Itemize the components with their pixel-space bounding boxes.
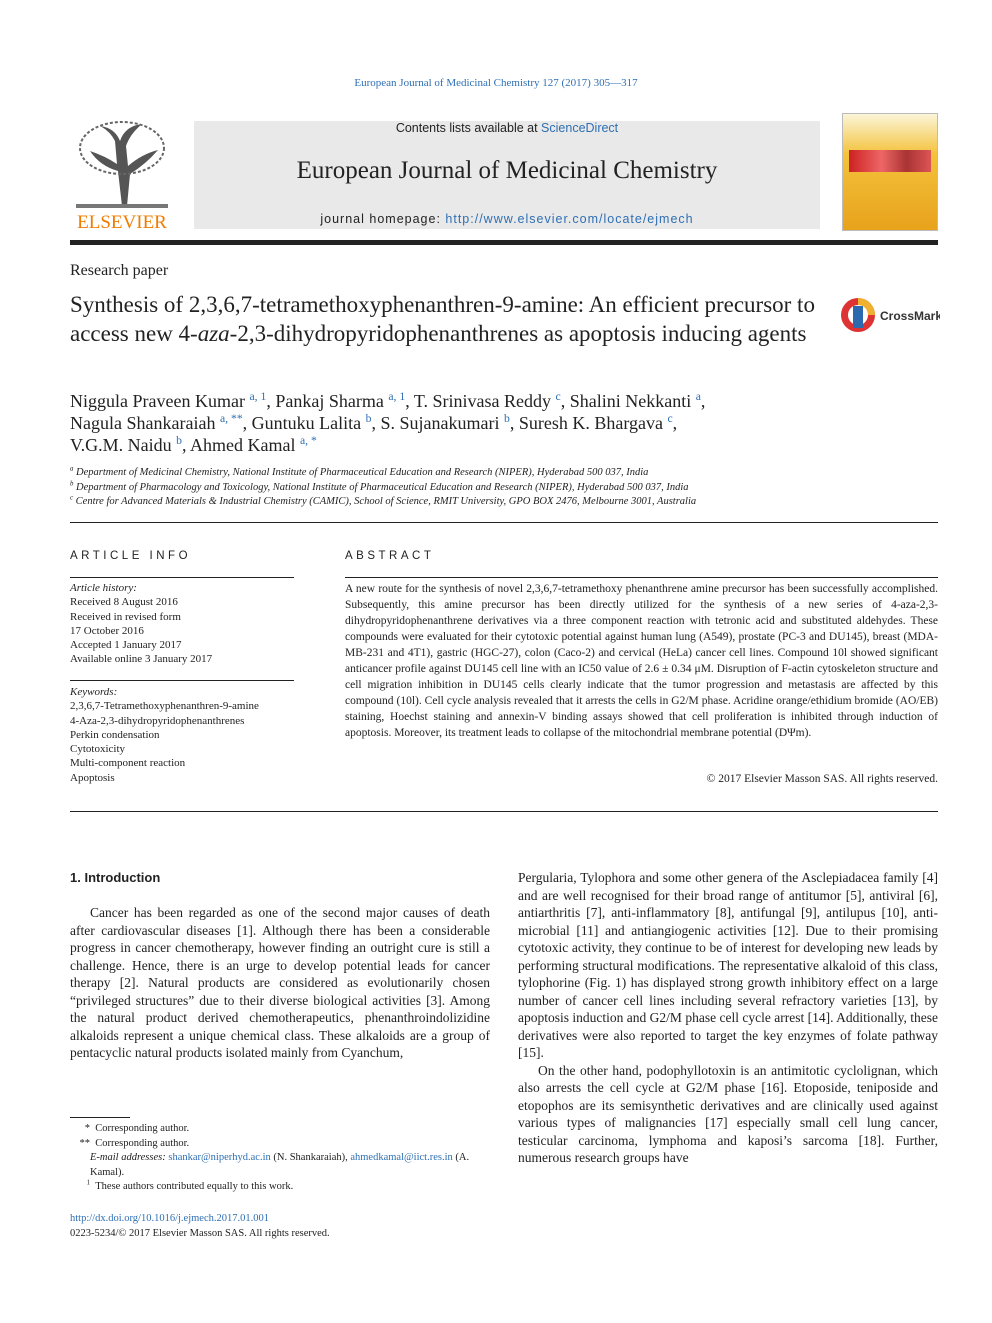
intro-paragraph-3: On the other hand, podophyllotoxin is an antimitotic cyclolignan, which also arrests the cell cycle at G2/M phase [16]. Etoposide, teniposide and etopophos are its semisynthetic derivatives and are clinically used against various types of malignancies [17] especially small cell lung cancer, testicular carcinoma, lymphoma and kaposi’s sarcoma [18]. Further, numerous research groups have	[518, 1062, 938, 1165]
footnote-corresponding-1: * Corresponding author.	[84, 1123, 190, 1134]
svg-text:CrossMark: CrossMark	[880, 309, 940, 323]
history-label: Article history:	[70, 582, 137, 594]
footnote-rule	[70, 1117, 130, 1118]
author-name[interactable]: V.G.M. Naidu	[70, 435, 172, 455]
author-name[interactable]: S. Sujanakumari	[380, 413, 500, 433]
email1-name: (N. Shankaraiah),	[273, 1152, 348, 1163]
abstract-heading: ABSTRACT	[345, 550, 435, 562]
affiliation	[70, 482, 930, 493]
journal-cover-image[interactable]	[842, 113, 938, 231]
title-italic: aza	[197, 321, 230, 346]
journal-citation[interactable]: European Journal of Medicinal Chemistry 127 (2017) 305—317	[354, 77, 638, 89]
contents-prefix: Contents lists available at	[395, 121, 542, 135]
author-separator: ,	[242, 413, 252, 433]
sciencedirect-link[interactable]: ScienceDirect	[541, 121, 619, 135]
affiliation-divider	[70, 522, 938, 523]
corr2-text: Corresponding author.	[95, 1137, 190, 1149]
author-affiliation-mark[interactable]: b	[504, 412, 510, 425]
author-separator: ,	[182, 435, 191, 455]
affiliation	[70, 467, 930, 478]
author-name[interactable]: Pankaj Sharma	[275, 391, 384, 411]
author-separator: ,	[672, 413, 678, 433]
history-entry: Available online 3 January 2017	[70, 653, 213, 666]
corr1-text: Corresponding author.	[95, 1123, 190, 1134]
author-separator: ,	[405, 391, 414, 411]
footnote-emails	[70, 1151, 500, 1180]
footnotes	[70, 1122, 500, 1195]
author-affiliation-mark[interactable]: b	[176, 434, 183, 447]
keyword: Perkin condensation	[70, 728, 160, 741]
author-name[interactable]: Ahmed Kamal	[190, 435, 296, 455]
author-name[interactable]: Nagula Shankaraiah	[70, 413, 216, 433]
intro-column-right	[518, 869, 938, 1167]
abstract-bottom-divider	[70, 811, 938, 812]
affiliation-mark: b	[70, 480, 74, 488]
keywords-label: Keywords:	[70, 686, 118, 698]
intro-paragraph-1: Cancer has been regarded as one of the second major causes of death after cardiovascular diseases [1]. Although there has been a considerable progress in cancer chemotherapy, however finding an outright cure is still a challenge. Hence, there is an urge to develop potential leads for cancer therapy [2]. Natural products are considered as evolutionarily chosen “privileged structures” due to their diverse biological activities [3]. Among the natural product derived chemotherapeutics, phenanthroindolizidine alkaloids represent a unique chemical class. These alkaloids are a group of pentacyclic natural products isolated mainly from Cyanchum,	[70, 905, 490, 1060]
homepage-link[interactable]: http://www.elsevier.com/locate/ejmech	[445, 212, 694, 226]
header-divider	[70, 240, 938, 245]
paper-title	[70, 290, 830, 348]
keyword: Cytotoxicity	[70, 743, 125, 756]
intro-column-left	[70, 904, 490, 1062]
affiliation-text: Department of Medicinal Chemistry, National Institute of Pharmaceutical Education and Research (NIPER), Hyderabad 500 037, India	[76, 467, 649, 478]
author-name[interactable]: Suresh K. Bhargava	[518, 413, 663, 433]
journal-title: European Journal of Medicinal Chemistry	[296, 157, 718, 184]
article-info-heading: ARTICLE INFO	[70, 550, 192, 562]
article-history	[70, 581, 294, 667]
homepage-label: journal homepage:	[320, 212, 446, 226]
author-list	[70, 390, 830, 456]
author-separator: ,	[560, 391, 570, 411]
title-part2: -2,3-dihydropyridophenanthrenes as apoptosis inducing agents	[229, 321, 807, 346]
equal-text: These authors contributed equally to this work.	[95, 1181, 294, 1192]
contents-line	[194, 121, 820, 135]
history-entry: Received 8 August 2016	[70, 596, 178, 609]
keyword: 2,3,6,7-Tetramethoxyphenanthren-9-amine	[70, 700, 259, 713]
history-entry: 17 October 2016	[70, 624, 144, 637]
intro-paragraph-2: Pergularia, Tylophora and some other genera of the Asclepiadacea family [4] and are well recognised for their broad range of antitumor [5], antiviral [6], antiarthritis [7], anti-inflammatory [8], antifungal [9], antilupus [10], anti-microbial [11] and antiangiogenic activities [12]. Due to their promising cytotoxic activity, they continue to be of interest for developing new leads by performing structural modifications. The representative alkaloid of this class, tylophorine (Fig. 1) has displayed strong growth inhibitory effect on a large number of cancer cell lines including several refractory varieties [13], by apoptosis induction and G2/M phase cell cycle arrest [14]. Additionally, these derivatives were also reported to target the key enzymes of folate pathway [15].	[518, 870, 938, 1060]
affiliation-text: Centre for Advanced Materials & Industrial Chemistry (CAMIC), School of Science, RMIT University, GPO BOX 2476, Melbourne 3001, Australia	[75, 496, 697, 507]
author-affiliation-mark[interactable]: c	[555, 390, 561, 403]
author-separator: ,	[266, 391, 276, 411]
affiliation-text: Department of Pharmacology and Toxicology, National Institute of Pharmaceutical Education and Research (NIPER), Hyderabad 500 037, India	[76, 482, 689, 493]
keywords-block	[70, 685, 294, 785]
abstract-text: A new route for the synthesis of novel 2,3,6,7-tetramethoxy phenanthrene amine precursor has been successfully accomplished. Subsequently, this amine precursor has been directly utilized for the synthesis of a new series of 4-aza-2,3-dihydropyridophenanthrene derivatives via a three component reaction with tetronic acid and substituted aldehydes. These compounds were evaluated for their cytotoxic potential against human lung (A549), prostate (PC-3 and DU145), breast (MDA-MB-231 and 4T1), gastric (HGC-27), colon (Caco-2) and cervical (HeLa) cancer cell lines. Compound 10l showed significant anticancer profile against DU145 cell line with an IC50 value of 2.6 ± 0.34 μM. Disruption of F-actin cytoskeleton structure and cell migration inhibition in DU145 cells clearly indicate that the tumor progression and metastasis are affected by this compound (10l). Cell cycle analysis revealed that it arrests the cells in G2/M phase. Acridine orange/ethidium bromide (AO/EB) staining, Hoechst staining and annexin-V binding assays showed that cell proliferation is inhibited through induction of apoptosis. Moreover, its treatment leads to collapse of the mitochondrial membrane potential (DΨm).	[345, 583, 938, 739]
paper-type: Research paper	[70, 262, 169, 279]
author-name[interactable]: T. Srinivasa Reddy	[413, 391, 552, 411]
abstract-divider	[345, 577, 938, 578]
keywords-divider	[70, 680, 294, 681]
email-link-shankaraiah[interactable]: shankar@niperhyd.ac.in	[168, 1152, 271, 1163]
title-part1: Synthesis of 2,3,6,7-tetramethoxyphenanthren-9-amine: An efficient precursor to access new 4-	[70, 292, 815, 346]
history-entry: Received in revised form	[70, 610, 181, 623]
abstract-copyright: © 2017 Elsevier Masson SAS. All rights reserved.	[706, 773, 938, 785]
affiliation	[70, 496, 930, 507]
author-affiliation-mark[interactable]: a, 1	[249, 390, 267, 403]
elsevier-logo[interactable]	[70, 116, 174, 234]
introduction-heading: 1. Introduction	[70, 870, 161, 885]
crossmark-button[interactable]	[840, 296, 940, 336]
svg-text:ELSEVIER: ELSEVIER	[77, 212, 167, 233]
author-separator: ,	[509, 413, 519, 433]
keyword: Apoptosis	[70, 771, 115, 784]
elsevier-tree-icon	[70, 116, 174, 234]
footnote-equal-contribution: $^1$ These authors contributed equally to this work.	[86, 1179, 294, 1192]
author-affiliation-mark[interactable]: a, **	[219, 412, 243, 425]
author-name[interactable]: Niggula Praveen Kumar	[70, 391, 245, 411]
author-affiliation-mark[interactable]: b	[365, 412, 372, 425]
author-affiliation-mark[interactable]: a	[695, 390, 701, 403]
article-info-divider	[70, 577, 294, 578]
email-link-kamal[interactable]: ahmedkamal@iict.res.in	[350, 1152, 453, 1163]
crossmark-icon	[840, 296, 940, 336]
history-entry: Accepted 1 January 2017	[70, 639, 182, 652]
keyword: Multi-component reaction	[70, 757, 186, 770]
journal-homepage	[194, 212, 820, 226]
author-name[interactable]: Guntuku Lalita	[251, 413, 362, 433]
doi-block	[70, 1211, 330, 1241]
author-affiliation-mark[interactable]: a, *	[300, 434, 317, 447]
author-separator: ,	[371, 413, 381, 433]
author-affiliation-mark[interactable]: c	[667, 412, 673, 425]
issn-line: 0223-5234/© 2017 Elsevier Masson SAS. All rights reserved.	[70, 1228, 330, 1239]
doi-link[interactable]: http://dx.doi.org/10.1016/j.ejmech.2017.01.001	[70, 1213, 270, 1224]
affiliation-mark: c	[70, 494, 74, 502]
author-affiliation-mark[interactable]: a, 1	[388, 390, 406, 403]
email2-name: (A. Kamal).	[90, 1152, 470, 1178]
author-name[interactable]: Shalini Nekkanti	[569, 391, 692, 411]
cover-image-strip	[849, 150, 931, 172]
affiliation-mark: a	[70, 465, 74, 473]
author-separator: ,	[700, 391, 706, 411]
keyword: 4-Aza-2,3-dihydropyridophenanthrenes	[70, 714, 245, 727]
email-label: E-mail addresses:	[90, 1152, 166, 1163]
footnote-corresponding-2: ** Corresponding author.	[79, 1137, 190, 1149]
